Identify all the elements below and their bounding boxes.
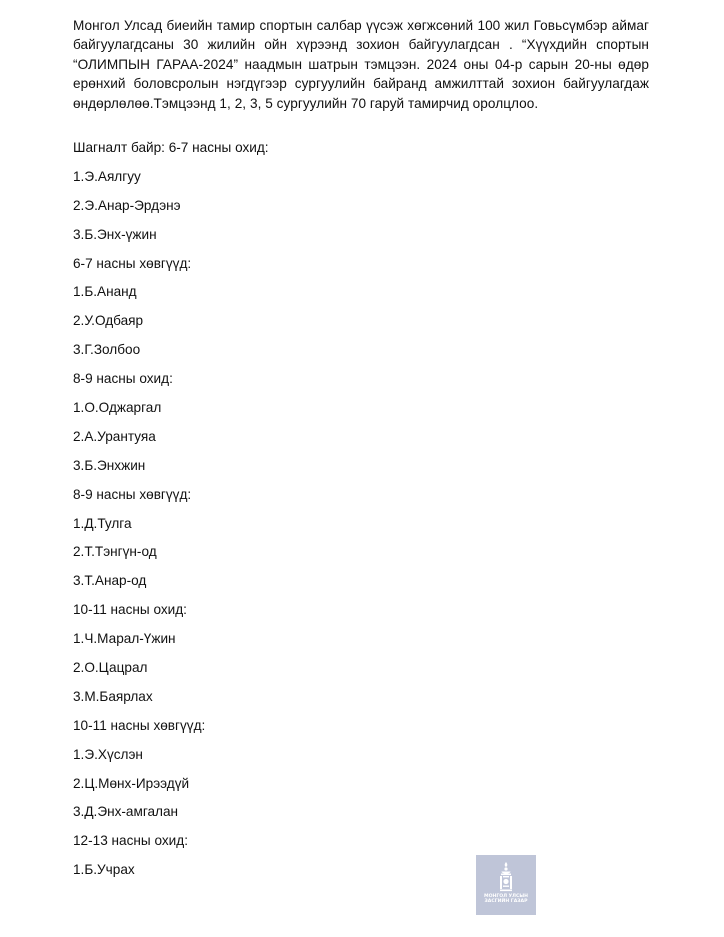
list-item: 1.О.Оджаргал [73, 400, 162, 416]
list-item: 3.Б.Энхжин [73, 457, 146, 473]
list-item: 2.А.Урантуяа [73, 428, 156, 444]
list-item: 1.Д.Тулга [73, 515, 132, 531]
list-item: 10-11 насны охид: [73, 602, 187, 618]
list-item: 2.Т.Тэнгүн-од [73, 544, 157, 560]
soyombo-emblem-icon [495, 861, 517, 893]
list-item: 1.Б.Учрах [73, 862, 135, 878]
list-item: 3.Г.Золбоо [73, 342, 141, 358]
list-item: 2.Э.Анар-Эрдэнэ [73, 197, 181, 213]
list-item: 2.Ц.Мөнх-Ирээдүй [73, 775, 190, 791]
list-item: 3.М.Баярлах [73, 688, 153, 704]
logo-text-line2: ЗАСГИЙН ГАЗАР [484, 899, 528, 905]
winners-list [73, 138, 269, 889]
list-item: 2.О.Цацрал [73, 660, 148, 676]
list-item: 1.Э.Хүслэн [73, 746, 143, 762]
list-item: 1.Ч.Марал-Үжин [73, 631, 176, 647]
list-item: 10-11 насны хөвгүүд: [73, 717, 206, 733]
intro-paragraph: Монгол Улсад биеийн тамир спортын салбар үүсэж хөгжсөний 100 жил Говьсүмбэр аймаг байгуулагдсаны 30 жилийн ойн хүрээнд зохион байгуулагдсан . “Хүүхдийн спортын “ОЛИМПЫН ГАРАА-2024” наадмын шатрын тэмцээн. 2024 оны 04-р сарын 20-ны өдөр ерөнхий боловсролын нэгдүгээр сургуулийн байранд амжилттай зохион байгуулагдаж өндөрлөлөө.Тэмцээнд 1, 2, 3, 5 сургуулийн 70 гаруй тамирчид оролцлоо. [73, 18, 649, 111]
list-item: 12-13 насны охид: [73, 833, 188, 849]
list-item: 2.У.Одбаяр [73, 313, 144, 329]
government-logo [476, 855, 536, 915]
list-item: 3.Д.Энх-амгалан [73, 804, 179, 820]
list-item: 8-9 насны хөвгүүд: [73, 486, 192, 502]
logo-text-line1: МОНГОЛ УЛСЫН [484, 894, 528, 899]
list-item: 8-9 насны охид: [73, 371, 173, 387]
list-item: 3.Т.Анар-од [73, 573, 147, 589]
list-item: 1.Б.Ананд [73, 284, 137, 300]
list-item: 3.Б.Энх-үжин [73, 226, 157, 242]
list-item: Шагналт байр: 6-7 насны охид: [73, 140, 269, 155]
list-item: 1.Э.Аялгуу [73, 168, 141, 184]
list-item: 6-7 насны хөвгүүд: [73, 255, 192, 271]
